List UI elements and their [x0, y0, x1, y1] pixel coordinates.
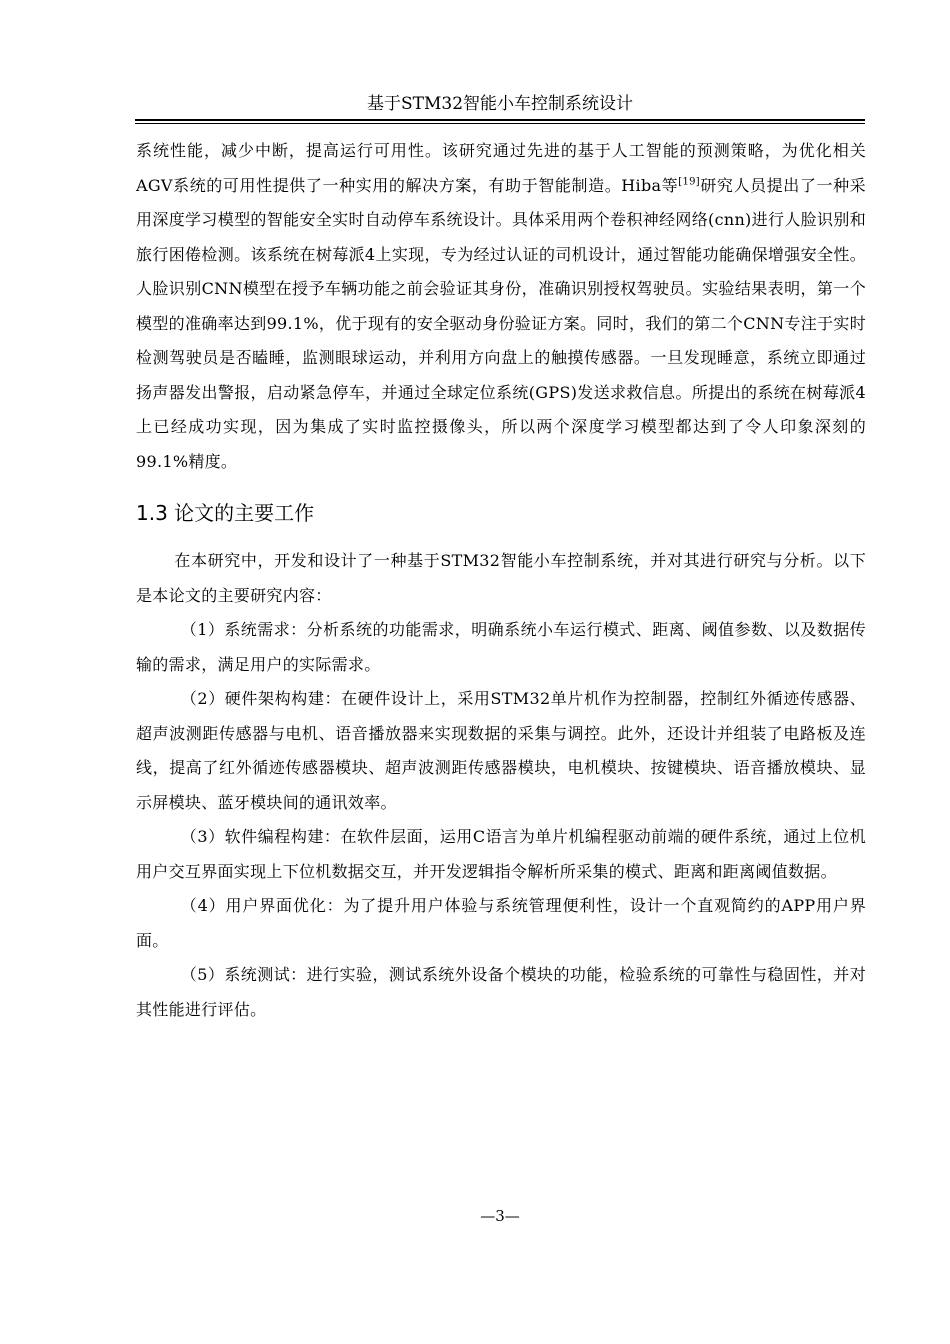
page-number: —3—	[480, 1207, 520, 1225]
citation-marker: [19]	[678, 176, 700, 188]
section-lead-paragraph: 在本研究中，开发和设计了一种基于STM32智能小车控制系统，并对其进行研究与分析。以下是本论文的主要研究内容：	[136, 551, 866, 605]
section-heading: 1.3 论文的主要工作	[136, 501, 315, 525]
page-body	[136, 134, 866, 1027]
header-rule-thin	[135, 123, 865, 124]
intro-text-start: 系统性能，减少中断，提高运行可用性。该研究通过先进的基于人工智能的预测策略，为优化相关AGV系统的可用性提供了一种实用的解决方案，有助于智能制造。Hiba等	[136, 141, 866, 195]
work-item-3: （3）软件编程构建：在软件层面，运用C语言为单片机编程驱动前端的硬件系统，通过上位机用户交互界面实现上下位机数据交互，并开发逻辑指令解析所采集的模式、距离和距离阈值数据。	[136, 827, 866, 881]
work-item-2: （2）硬件架构构建：在硬件设计上，采用STM32单片机作为控制器，控制红外循迹传感器、超声波测距传感器与电机、语音播放器来实现数据的采集与调控。此外，还设计并组装了电路板及连线，提高了红外循迹传感器模块、超声波测距传感器模块，电机模块、按键模块、语音播放模块、显示屏模块、蓝牙模块间的通讯效率。	[136, 689, 866, 812]
intro-text-rest: 研究人员提出了一种采用深度学习模型的智能安全实时自动停车系统设计。具体采用两个卷积神经网络(cnn)进行人脸识别和旅行困倦检测。该系统在树莓派4上实现，专为经过认证的司机设计，通过智能功能确保增强安全性。人脸识别CNN模型在授予车辆功能之前会验证其身份，准确识别授权驾驶员。实验结果表明，第一个模型的准确率达到99.1%，优于现有的安全驱动身份验证方案。同时，我们的第二个CNN专注于实时检测驾驶员是否瞌睡，监测眼球运动，并利用方向盘上的触摸传感器。一旦发现睡意，系统立即通过扬声器发出警报，启动紧急停车，并通过全球定位系统(GPS)发送求救信息。所提出的系统在树莓派4上已经成功实现，因为集成了实时监控摄像头，所以两个深度学习模型都达到了令人印象深刻的99.1%精度。	[136, 175, 866, 471]
work-item-1: （1）系统需求：分析系统的功能需求，明确系统小车运行模式、距离、阈值参数、以及数据传输的需求，满足用户的实际需求。	[136, 620, 866, 674]
work-item-5: （5）系统测试：进行实验，测试系统外设备个模块的功能，检验系统的可靠性与稳固性，并对其性能进行评估。	[136, 965, 866, 1019]
work-item-4: （4）用户界面优化：为了提升用户体验与系统管理便利性，设计一个直观简约的APP用户界面。	[136, 896, 866, 950]
header-rule-thick	[135, 119, 865, 121]
running-header: 基于STM32智能小车控制系统设计	[366, 94, 634, 114]
intro-paragraph	[136, 134, 866, 479]
